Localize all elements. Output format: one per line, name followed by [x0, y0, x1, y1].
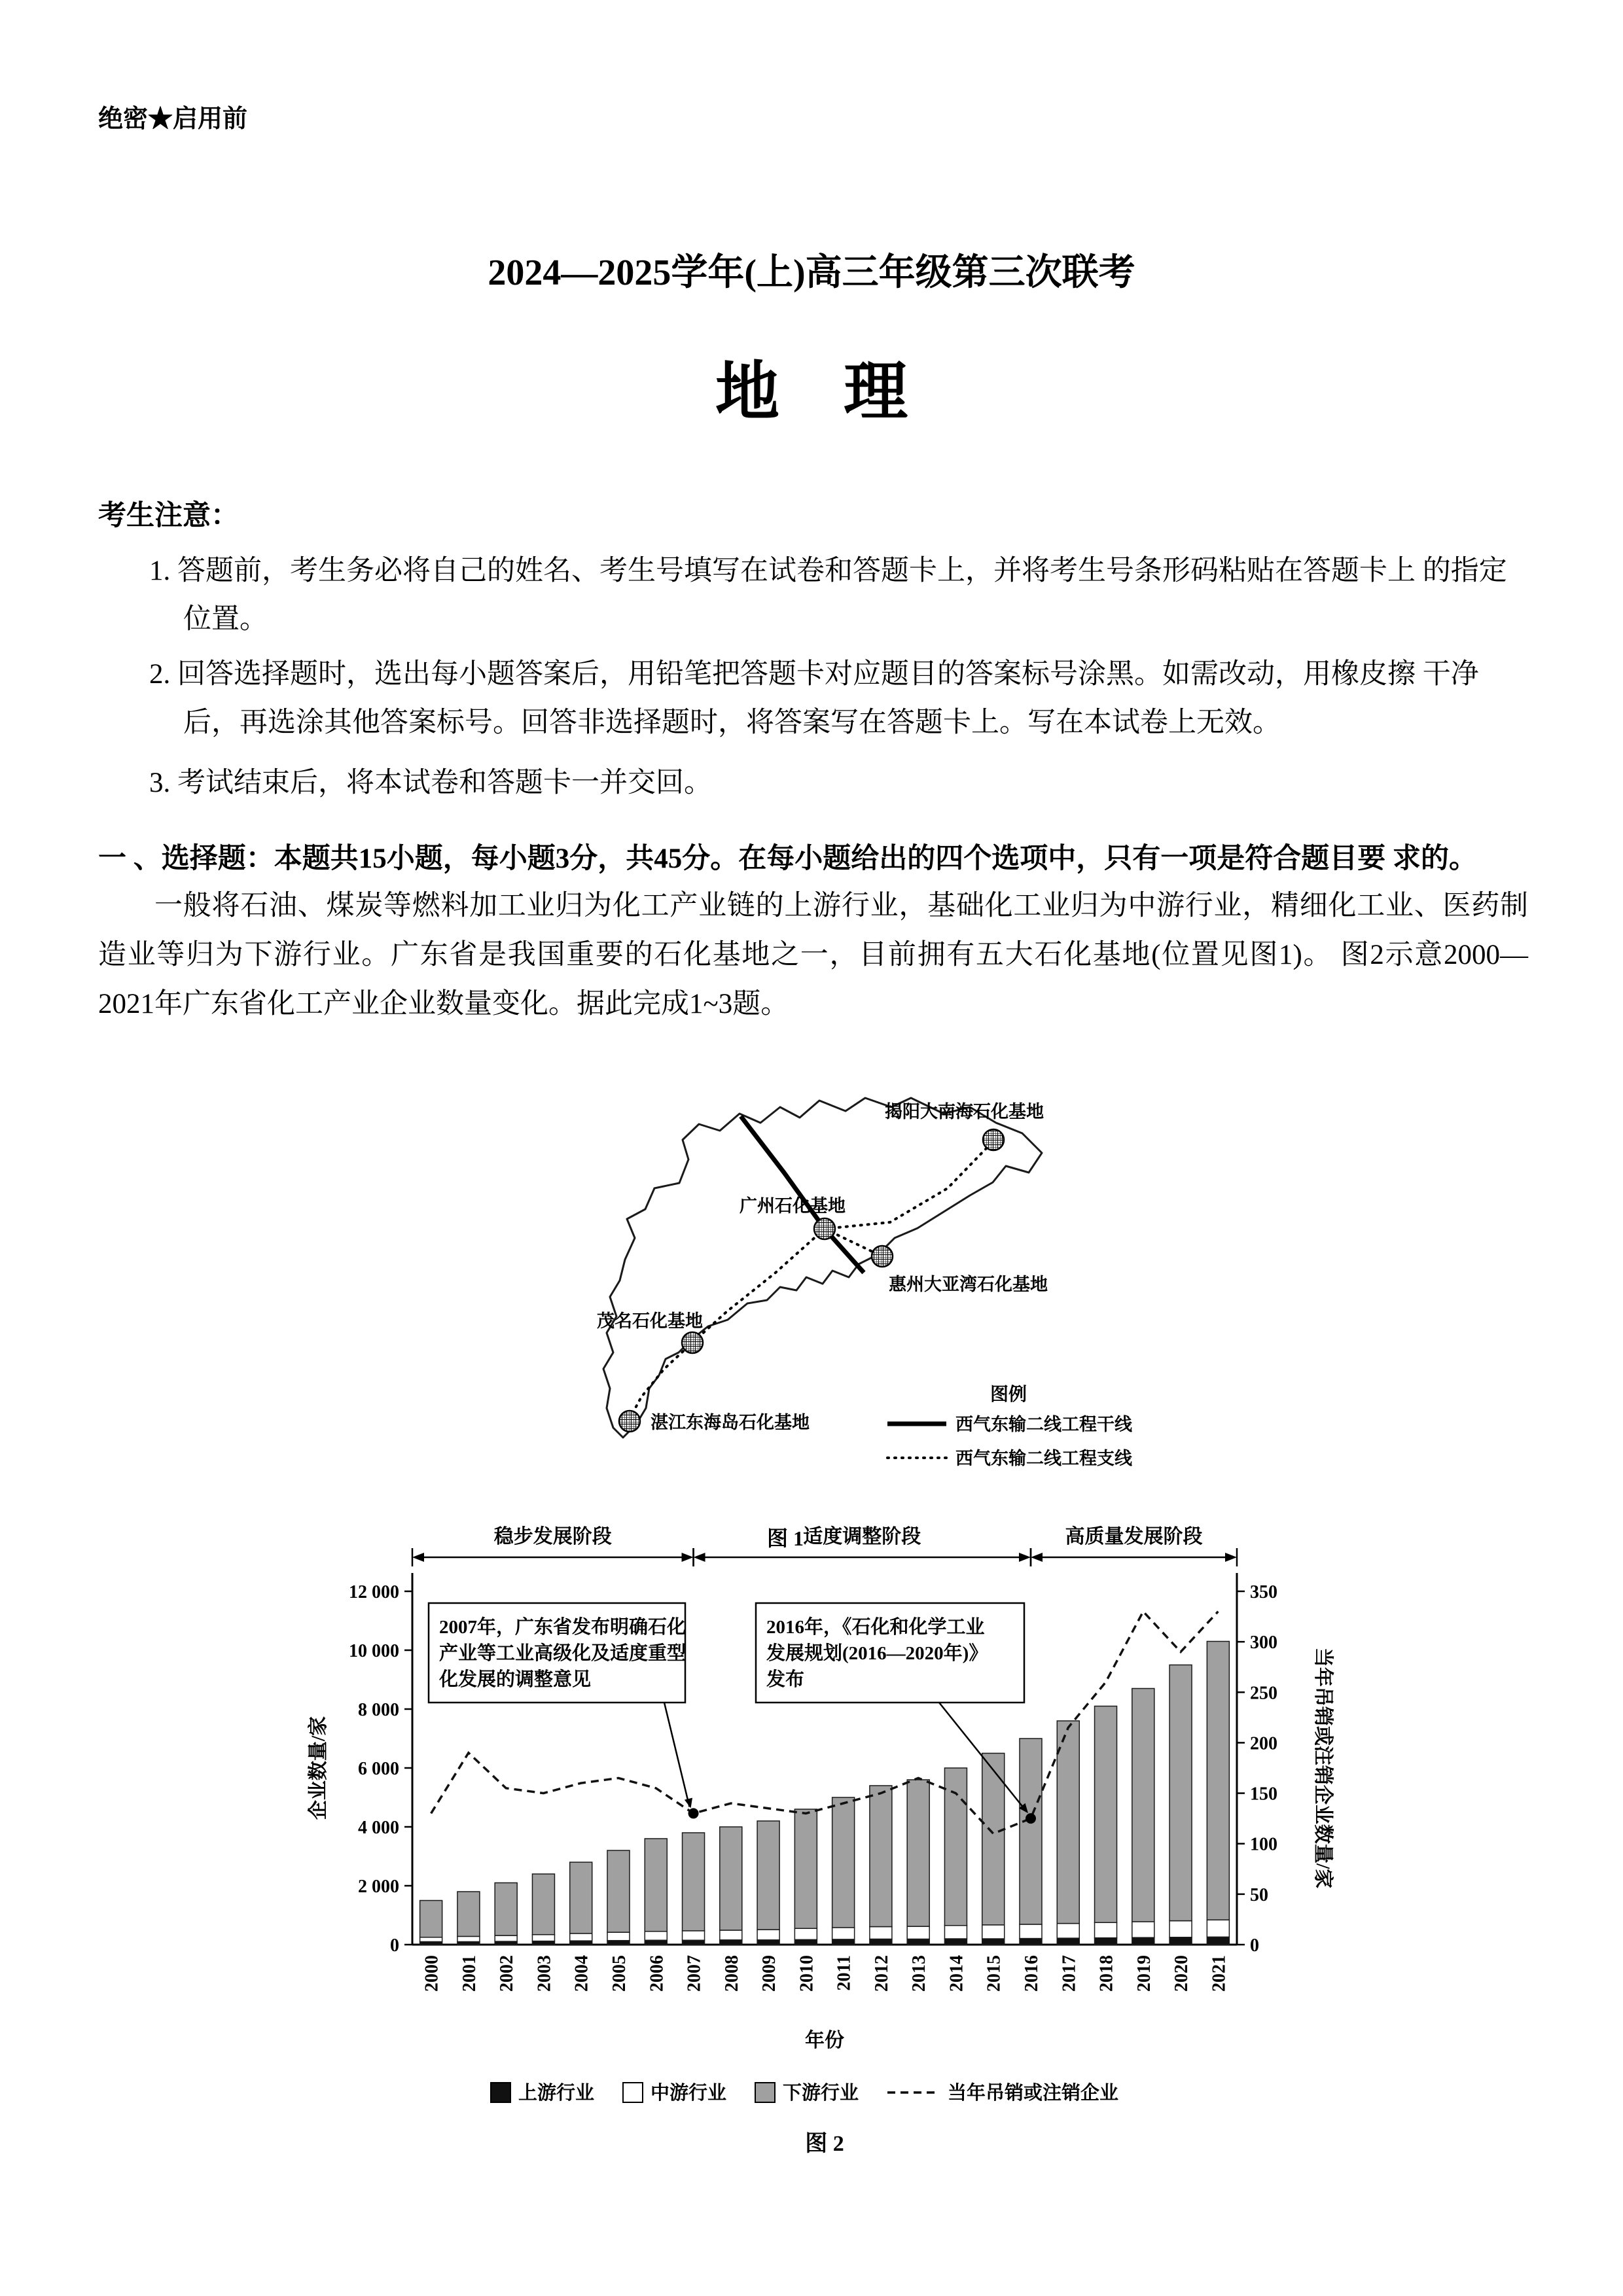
right-tick-label: 150: [1250, 1784, 1277, 1805]
security-label: 绝密★启用前: [98, 105, 248, 133]
legend-label: 上游行业: [518, 2083, 595, 2104]
year-label: 2013: [909, 1955, 930, 1992]
right-tick-label: 200: [1250, 1733, 1277, 1754]
annotation-text: 2007年，广东省发布明确石化: [439, 1617, 687, 1638]
year-label: 2020: [1171, 1955, 1192, 1992]
year-label: 2002: [497, 1955, 518, 1992]
bar-2004: [570, 1862, 592, 1992]
figure2-caption: 图 2: [805, 2132, 844, 2156]
guangdong-outline: [603, 1098, 1042, 1438]
year-label: 2011: [834, 1955, 855, 1991]
legend-line-label: 当年吊销或注销企业: [948, 2083, 1119, 2104]
bar-2005: [607, 1850, 630, 1992]
year-label: 2009: [759, 1955, 780, 1992]
phase-span: [1031, 1525, 1237, 1566]
bar-2007: [683, 1833, 705, 1992]
notice-item-2: 2. 回答选择题时，选出每小题答案后，用铅笔把答题卡对应题目的答案标号涂黑。如需改动，用橡皮擦 干净后，再选涂其他答案标号。回答非选择题时，将答案写在答题卡上。写在本试卷上无效。: [149, 658, 1479, 738]
base-marker-huizhou: [872, 1246, 893, 1267]
phase-span: [412, 1525, 694, 1566]
right-tick-label: 0: [1250, 1935, 1259, 1956]
map-legend-title: 图例: [990, 1385, 1027, 1405]
phase-label: 适度调整阶段: [803, 1526, 921, 1547]
guangdong-map-svg: [524, 1060, 1178, 1564]
notice-item-1: 1. 答题前，考生务必将自己的姓名、考生号填写在试卷和答题卡上，并将考生号条形码粘贴在答题卡上 的指定位置。: [149, 555, 1507, 635]
bar-2010: [794, 1809, 817, 1992]
label-maoming-base: 茂名石化基地: [597, 1311, 703, 1331]
notice-block: [98, 492, 1528, 814]
left-tick-label: 6 000: [358, 1759, 399, 1779]
legend-label: 下游行业: [783, 2083, 859, 2104]
bar-2018: [1095, 1706, 1117, 1992]
exam-title: 2024—2025学年(上)高三年级第三次联考: [488, 253, 1135, 293]
year-label: 2015: [984, 1955, 1005, 1992]
chart-legend: [491, 2081, 1118, 2104]
year-label: 2008: [721, 1955, 742, 1992]
base-marker-jieyang: [983, 1129, 1004, 1150]
notice-item-3: 3. 考试结束后，将本试卷和答题卡一并交回。: [149, 767, 712, 798]
year-label: 2007: [684, 1955, 705, 1992]
year-label: 2004: [571, 1955, 592, 1992]
question-intro: 一般将石油、煤炭等燃料加工业归为化工产业链的上游行业，基础化工业归为中游行业，精细化工业、医药制造业等归为下游行业。广东省是我国重要的石化基地之一，目前拥有五大石化基地(位置见图1)。 图2示意2000—2021年广东省化工产业企业数量变化。据此完成1~3题。: [98, 891, 1528, 1019]
figure-2-chart: [294, 1519, 1342, 2183]
map-legend: [887, 1384, 1133, 1468]
year-label: 2018: [1096, 1955, 1117, 1992]
left-tick-label: 12 000: [349, 1582, 399, 1602]
base-marker-maoming: [682, 1332, 703, 1353]
bar-2013: [907, 1780, 929, 1992]
bar-2003: [532, 1874, 554, 1992]
left-tick-label: 2 000: [358, 1877, 399, 1897]
figure-1-map: [524, 1060, 1178, 1567]
year-label: 2005: [609, 1955, 630, 1992]
branch-pipeline-east: [825, 1145, 990, 1229]
subject-title: 地 理: [715, 357, 908, 428]
right-tick-label: 100: [1250, 1834, 1277, 1855]
year-label: 2000: [421, 1955, 442, 1992]
bar-2021: [1207, 1642, 1229, 1992]
year-label: 2014: [946, 1955, 967, 1992]
enterprise-chart-svg: [294, 1519, 1342, 2180]
label-zhanjiang-base: 湛江东海岛石化基地: [651, 1413, 810, 1432]
bar-2001: [457, 1892, 480, 1992]
bar-2012: [870, 1786, 892, 1992]
phase-label: 稳步发展阶段: [493, 1526, 612, 1547]
bar-2000: [420, 1901, 442, 1992]
annotation-2007: [429, 1603, 699, 1818]
chart-root: [307, 1525, 1334, 2156]
year-label: 2019: [1133, 1955, 1154, 1992]
label-huizhou-base: 惠州大亚湾石化基地: [889, 1275, 1048, 1294]
year-label: 2010: [796, 1955, 817, 1992]
section1-heading: 一 、选择题：本题共15小题，每小题3分，共45分。在每小题给出的四个选项中，只有一项是符合题目要 求的。: [98, 843, 1477, 874]
bar-2016: [1020, 1739, 1042, 1992]
bar-2020: [1169, 1665, 1192, 1992]
notice-heading: 考生注意：: [98, 501, 239, 531]
bar-2009: [757, 1821, 779, 1992]
right-tick-label: 250: [1250, 1683, 1277, 1704]
figure1-caption: 图 1: [766, 1527, 804, 1550]
label-jieyang-base: 揭阳大南海石化基地: [885, 1102, 1044, 1122]
right-tick-label: 50: [1250, 1884, 1268, 1905]
annotation-text: 2016年，《石化和化学工业: [766, 1617, 985, 1638]
year-label: 2003: [534, 1955, 555, 1992]
base-marker-guangzhou: [814, 1218, 835, 1239]
phase-label: 高质量发展阶段: [1065, 1526, 1203, 1547]
legend-branch-label: 西气东输二线工程支线: [955, 1449, 1132, 1468]
bar-2008: [720, 1827, 742, 1992]
xlabel: 年份: [805, 2030, 844, 2051]
bar-2011: [832, 1797, 855, 1990]
ylabel-left: 企业数量/家: [308, 1716, 329, 1820]
right-tick-label: 350: [1250, 1582, 1277, 1602]
year-label: 2021: [1209, 1955, 1230, 1992]
left-tick-label: 4 000: [358, 1818, 399, 1838]
left-tick-label: 8 000: [358, 1700, 399, 1720]
annotation-text: 发布: [766, 1669, 805, 1690]
bar-2002: [495, 1883, 517, 1992]
year-label: 2017: [1059, 1955, 1080, 1992]
ylabel-right: 当年吊销或注销企业数量/家: [1312, 1647, 1334, 1889]
base-marker-zhanjiang: [619, 1411, 640, 1432]
bar-2019: [1132, 1689, 1154, 1992]
phase-span: [694, 1525, 1031, 1566]
right-tick-label: 300: [1250, 1633, 1277, 1653]
annotation-text: 化发展的调整意见: [439, 1669, 592, 1690]
year-label: 2006: [647, 1955, 668, 1992]
bar-2015: [982, 1754, 1005, 1992]
year-label: 2001: [459, 1955, 480, 1992]
year-label: 2012: [871, 1955, 892, 1992]
year-label: 2016: [1022, 1955, 1042, 1992]
bar-2006: [645, 1839, 667, 1992]
legend-label: 中游行业: [651, 2083, 727, 2104]
annotation-text: 产业等工业高级化及适度重型: [439, 1643, 687, 1664]
left-tick-label: 10 000: [349, 1641, 399, 1661]
annotation-text: 发展规划(2016—2020年)》: [766, 1643, 988, 1664]
bar-2017: [1057, 1721, 1079, 1992]
label-guangzhou-base: 广州石化基地: [740, 1196, 846, 1216]
left-tick-label: 0: [390, 1935, 399, 1956]
legend-trunk-label: 西气东输二线工程干线: [955, 1415, 1132, 1434]
